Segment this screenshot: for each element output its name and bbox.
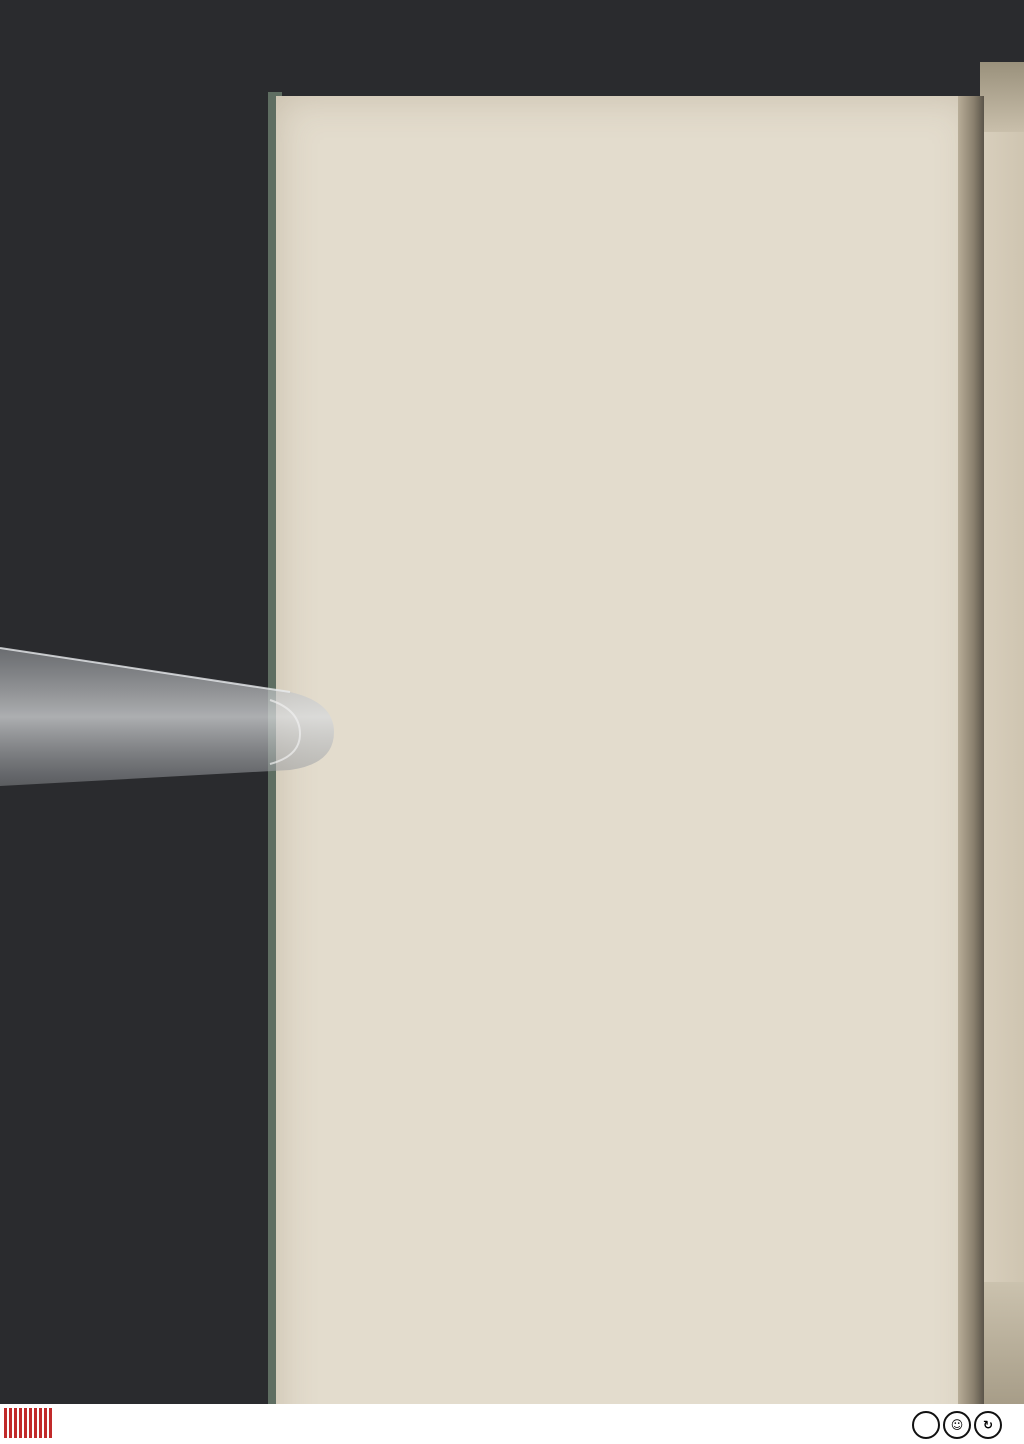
page-clip [0,640,340,820]
sa-icon: ↻ [974,1411,1002,1439]
hab-barcode-logo [4,1408,52,1438]
cc-icon [912,1411,940,1439]
footer-bar [0,1404,1024,1444]
gutter [958,96,984,1404]
next-page [980,62,1024,1404]
next-page-top [980,62,1024,132]
license-badge [912,1409,1022,1441]
by-icon: ☺ [943,1411,971,1439]
book-page [276,96,976,1404]
page-inner [276,96,976,1404]
next-page-bottom [980,1282,1024,1404]
